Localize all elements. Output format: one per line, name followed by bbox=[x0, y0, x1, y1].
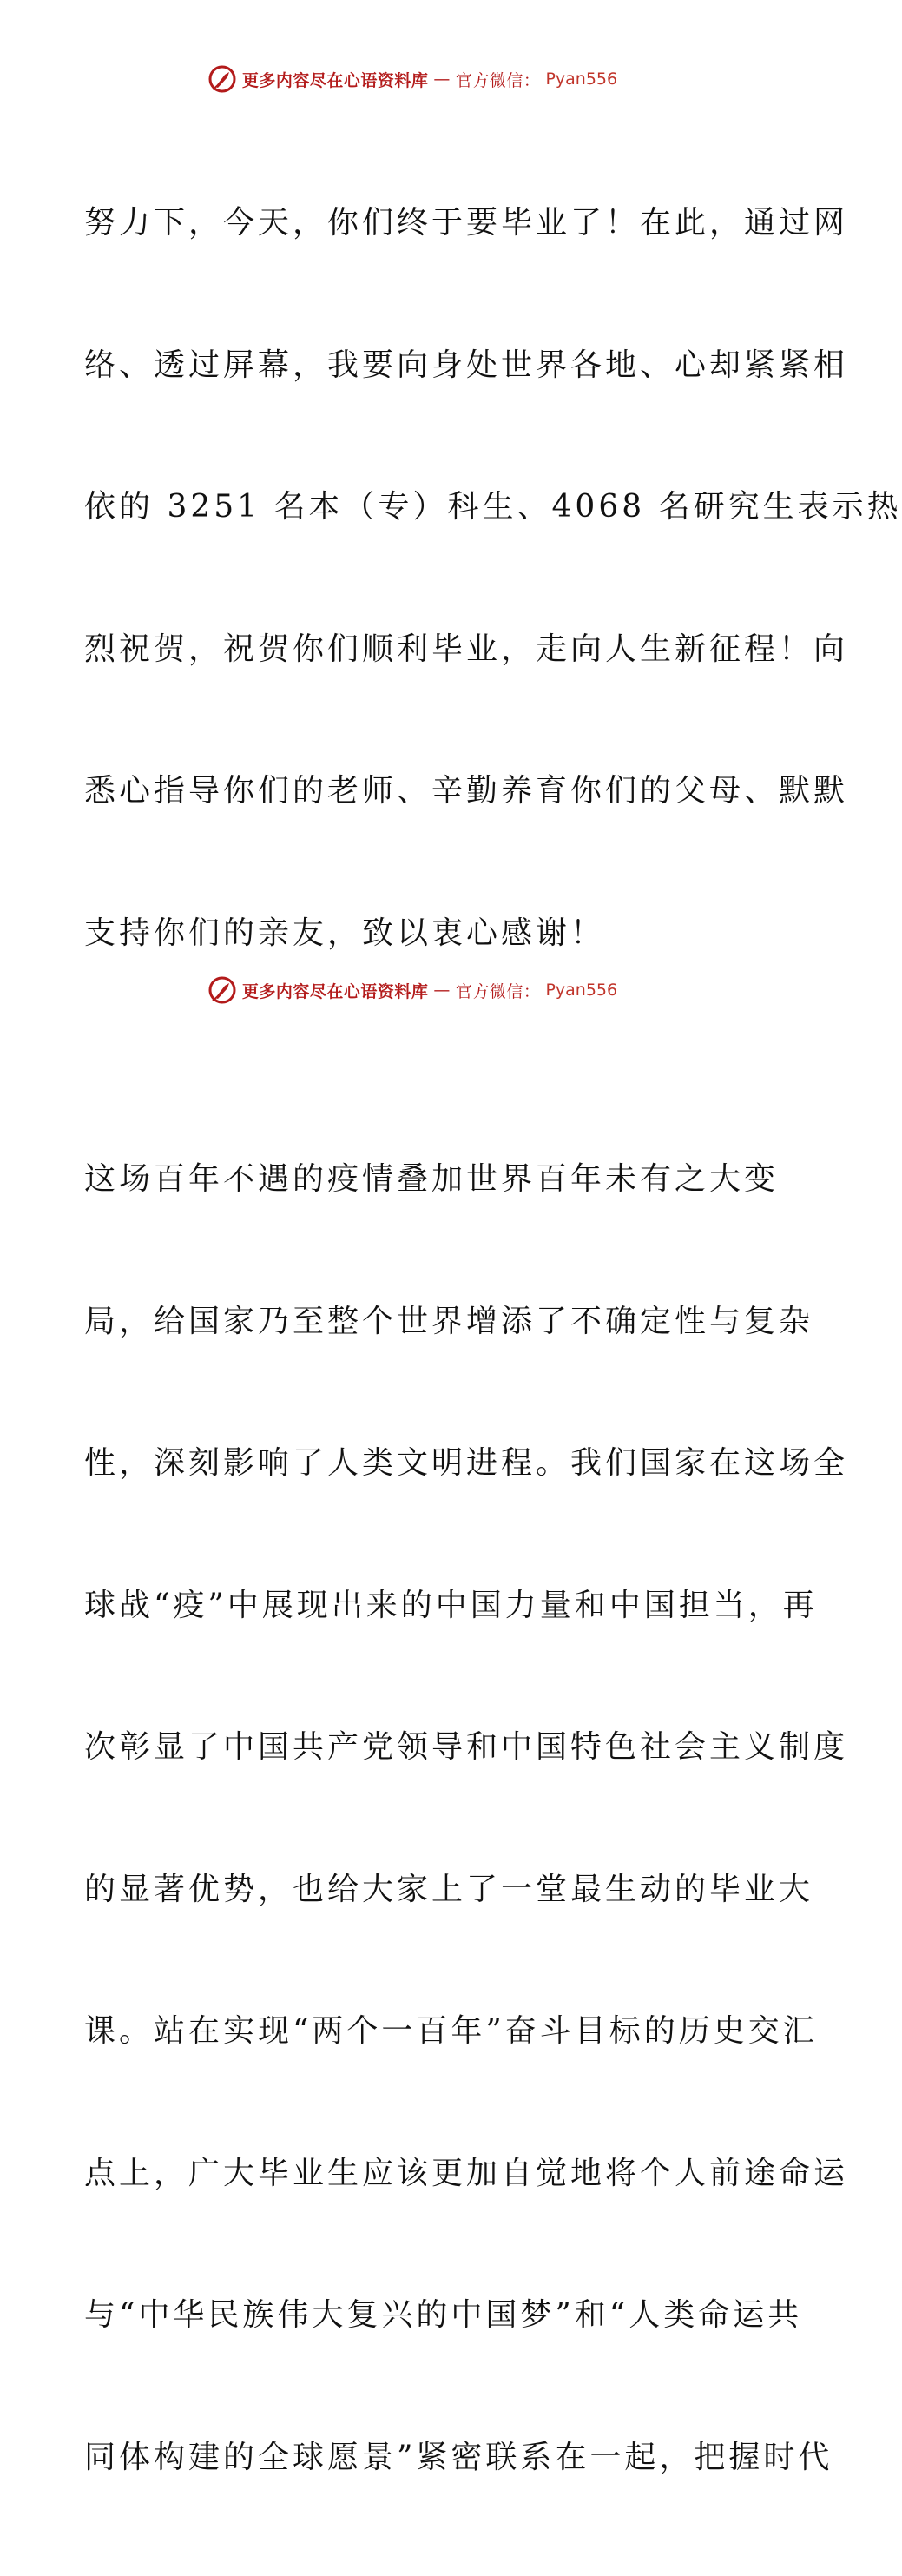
text-line: 同体构建的全球愿景”紧密联系在一起，把握时代 bbox=[84, 2439, 833, 2475]
text-line: 球战“疫”中展现出来的中国力量和中国担当，再 bbox=[84, 1587, 818, 1623]
text-line: 络、透过屏幕，我要向身处世界各地、心却紧紧相 bbox=[84, 347, 849, 383]
text-line: 与“中华民族伟大复兴的中国梦”和“人类命运共 bbox=[84, 2297, 803, 2333]
document-body bbox=[84, 105, 902, 2576]
text-line: 支持你们的亲友，致以衷心感谢！ bbox=[84, 915, 606, 951]
banner-wechat-account: Pyan556 bbox=[545, 69, 618, 89]
text-line: 悉心指导你们的老师、辛勤养育你们的父母、默默 bbox=[84, 773, 849, 809]
text-line: 点上，广大毕业生应该更加自觉地将个人前途命运 bbox=[84, 2155, 849, 2191]
banner-main-text: 更多内容尽在心语资料库 bbox=[241, 70, 429, 90]
text-line: 这场百年不遇的疫情叠加世界百年未有之大变 bbox=[84, 1161, 780, 1197]
text-line: 的显著优势，也给大家上了一堂最生动的毕业大 bbox=[84, 1871, 814, 1907]
banner-main-text: 更多内容尽在心语资料库 bbox=[241, 981, 429, 1001]
footer-banner bbox=[0, 973, 825, 1007]
text-line: 次彰显了中国共产党领导和中国特色社会主义制度 bbox=[84, 1729, 849, 1765]
text-line: 课。站在实现“两个一百年”奋斗目标的历史交汇 bbox=[84, 2013, 818, 2049]
text-line: 依的 3251 名本（专）科生、4068 名研究生表示热 bbox=[84, 489, 902, 525]
paragraph-1 bbox=[84, 105, 902, 1052]
banner-separator: — bbox=[433, 981, 451, 1000]
quill-pen-circle-icon bbox=[207, 64, 237, 94]
banner-separator: — bbox=[433, 69, 451, 89]
paragraph-2 bbox=[84, 1061, 849, 2576]
text-line: 局，给国家乃至整个世界增添了不确定性与复杂 bbox=[84, 1303, 814, 1339]
quill-pen-circle-icon bbox=[207, 975, 237, 1005]
banner-wechat-account: Pyan556 bbox=[545, 981, 618, 1000]
text-line: 努力下，今天，你们终于要毕业了！在此，通过网 bbox=[84, 205, 849, 241]
header-banner bbox=[0, 62, 825, 96]
banner-wechat-label: 官方微信： bbox=[455, 981, 541, 1001]
banner-wechat-label: 官方微信： bbox=[455, 70, 541, 90]
text-line: 性，深刻影响了人类文明进程。我们国家在这场全 bbox=[84, 1445, 849, 1481]
text-line: 烈祝贺，祝贺你们顺利毕业，走向人生新征程！向 bbox=[84, 631, 849, 667]
